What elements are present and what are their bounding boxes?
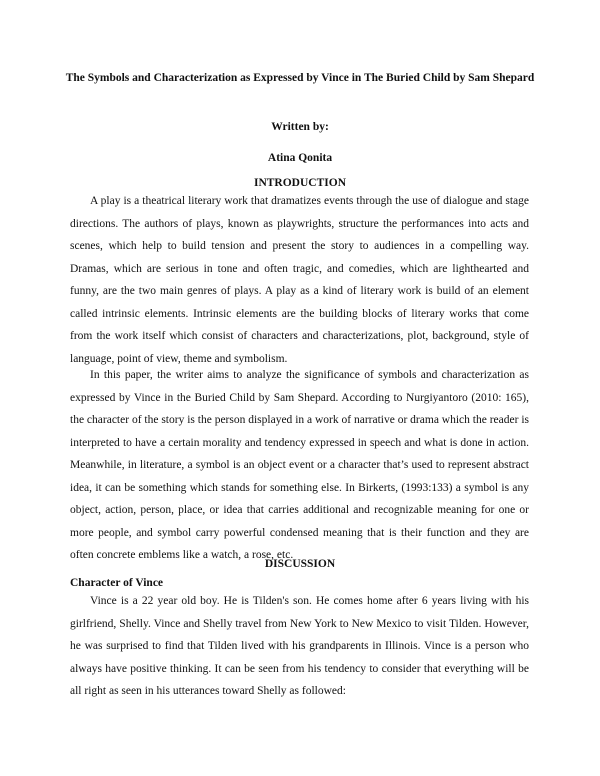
introduction-heading: INTRODUCTION	[253, 177, 346, 189]
discussion-heading: DISCUSSION	[264, 558, 336, 570]
paper-title: The Symbols and Characterization as Expressed by Vince in The Buried Child by Sam Shepard	[65, 72, 535, 84]
introduction-paragraph-1: A play is a theatrical literary work that dramatizes events through the use of dialogue and stage directions. The authors of plays, known as playwrights, structure the performances into acts and scenes, which help to build tension and present the story to audiences in a compelling way. Dramas, which are serious in tone and often tragic, and comedies, which are lighthearted and funny, are the two main genres of plays. A play as a kind of literary work is build of an element called intrinsic elements. Intrinsic elements are the building blocks of literary works that come from the work itself which consist of characters and characterizations, plot, background, style of language, point of view, theme and symbolism.	[70, 195, 529, 365]
author-name: Atina Qonita	[267, 152, 333, 164]
character-of-vince-subheading: Character of Vince	[70, 577, 164, 589]
introduction-paragraph-2: In this paper, the writer aims to analyze the significance of symbols and characterization as expressed by Vince in the Buried Child by Sam Shepard. According to Nurgiyantoro (2010: 165), the character of the story is the person displayed in a work of narrative or drama which the reader is interpreted to have a certain morality and tendency expressed in speech and what is done in action. Meanwhile, in literature, a symbol is an object event or a character that’s used to represent abstract idea, it can be something which stands for something else. In Birkerts, (1993:133) a symbol is any object, action, person, place, or idea that carries additional and recognizable meaning for one or more people, and symbol carry powerful condensed meaning that is their function and they are often concrete emblems like a watch, a rose, etc.	[70, 369, 529, 561]
byline-label: Written by:	[271, 121, 329, 133]
discussion-paragraph-1: Vince is a 22 year old boy. He is Tilden's son. He comes home after 6 years living with his girlfriend, Shelly. Vince and Shelly travel from New York to New Mexico to visit Tilden. However, he was surprised to find that Tilden lived with his grandparents in Illinois. Vince is a person who always have positive thinking. It can be seen from his tendency to consider that everything will be all right as seen in his utterances toward Shelly as followed:	[70, 595, 529, 697]
